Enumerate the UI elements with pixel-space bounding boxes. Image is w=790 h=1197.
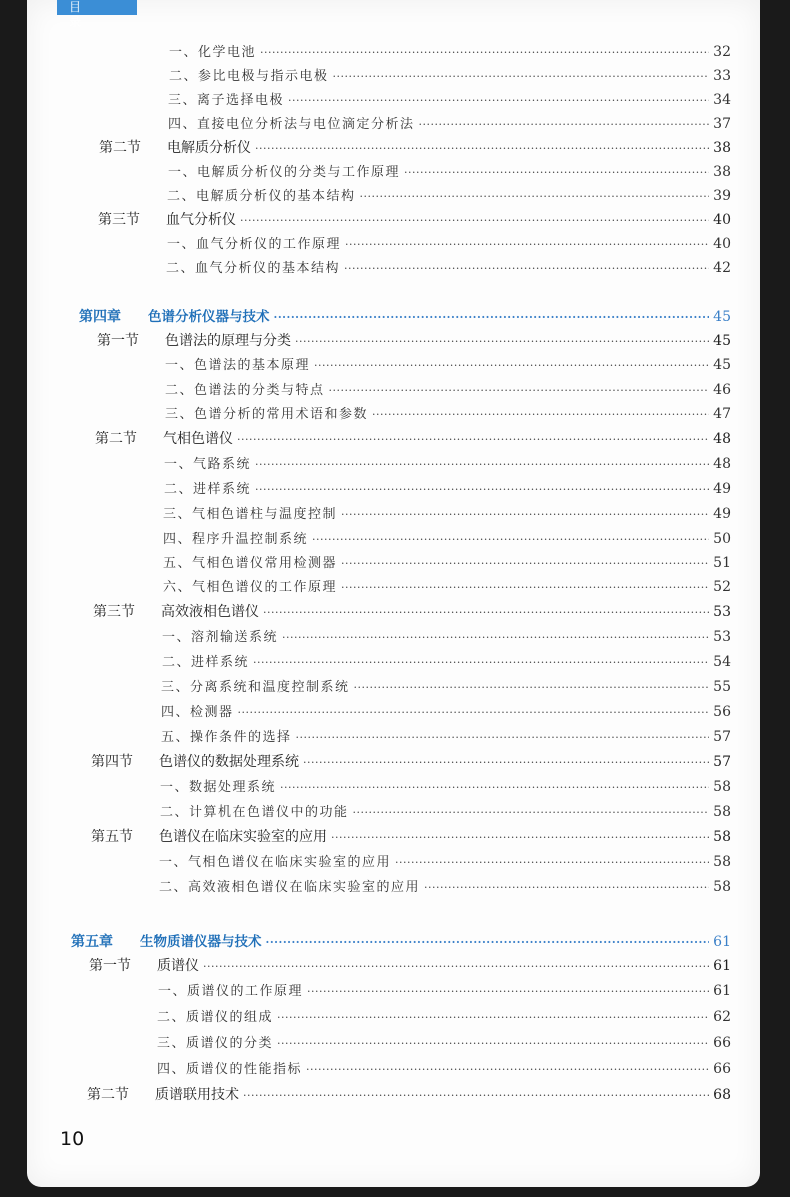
toc-item-row[interactable] <box>164 478 731 497</box>
toc-page-number: 50 <box>713 531 731 547</box>
dot-leader <box>333 70 710 83</box>
section-number: 第二节 <box>99 140 141 156</box>
dot-leader <box>312 533 709 546</box>
toc-page-number: 49 <box>713 481 731 497</box>
toc-item-row[interactable] <box>163 552 731 571</box>
dot-leader <box>329 384 710 397</box>
toc-item-row[interactable] <box>161 726 731 745</box>
dot-leader <box>341 508 709 521</box>
section-number: 第五节 <box>91 829 133 845</box>
toc-item-row[interactable] <box>159 851 731 870</box>
toc-item-row[interactable] <box>168 113 731 132</box>
toc-entry-title: 色谱仪的数据处理系统 <box>159 754 299 770</box>
dot-leader <box>395 856 709 869</box>
toc-page-number: 53 <box>713 604 731 620</box>
book-page <box>27 0 760 1187</box>
dot-leader <box>419 118 710 131</box>
toc-page-number: 38 <box>713 140 731 156</box>
toc-entry-title: 四、直接电位分析法与电位滴定分析法 <box>168 117 415 132</box>
toc-page-number: 52 <box>713 579 731 595</box>
toc-item-row[interactable] <box>158 980 731 999</box>
toc-entry-title: 二、电解质分析仪的基本结构 <box>167 189 356 204</box>
dot-leader <box>306 1063 709 1076</box>
dot-leader <box>344 262 709 275</box>
toc-entry-title: 质谱仪 <box>157 958 199 974</box>
toc-item-row[interactable] <box>164 453 731 472</box>
toc-page-number: 38 <box>713 164 731 180</box>
dot-leader <box>277 1011 709 1024</box>
toc-page-number: 46 <box>713 382 731 398</box>
toc-entry-title: 五、操作条件的选择 <box>161 730 292 745</box>
toc-entry-title: 二、参比电极与指示电极 <box>169 69 329 84</box>
dot-leader <box>404 166 709 179</box>
toc-item-row[interactable] <box>168 89 731 108</box>
toc-page-number: 53 <box>713 629 731 645</box>
dot-leader <box>372 408 709 421</box>
toc-page-number: 66 <box>713 1061 731 1077</box>
dot-leader <box>253 656 709 669</box>
toc-item-row[interactable] <box>163 576 731 595</box>
toc-entry-title: 二、色谱法的分类与特点 <box>165 383 325 398</box>
toc-item-row[interactable] <box>157 1006 731 1025</box>
toc-page-number: 57 <box>713 754 731 770</box>
dot-leader <box>341 557 709 570</box>
toc-page-number: 51 <box>713 555 731 571</box>
toc-entry-title: 气相色谱仪 <box>163 431 233 447</box>
dot-leader <box>314 359 709 372</box>
toc-section-row[interactable] <box>97 330 731 350</box>
toc-entry-title: 一、气路系统 <box>164 457 252 472</box>
toc-page-number: 33 <box>713 68 731 84</box>
toc-entry-title: 六、气相色谱仪的工作原理 <box>163 580 338 595</box>
toc-section-row[interactable] <box>99 137 731 157</box>
chapter-number: 第五章 <box>71 934 113 950</box>
toc-page-number: 32 <box>713 44 731 60</box>
toc-item-row[interactable] <box>168 161 731 180</box>
toc-entry-title: 五、气相色谱仪常用检测器 <box>163 556 338 571</box>
dot-leader <box>260 46 709 59</box>
toc-page-number: 39 <box>713 188 731 204</box>
toc-page-number: 45 <box>713 309 731 325</box>
toc-entry-title: 三、色谱分析的常用术语和参数 <box>165 407 369 422</box>
toc-page-number: 61 <box>713 934 731 950</box>
toc-page-number: 58 <box>713 879 731 895</box>
toc-item-row[interactable] <box>159 876 731 895</box>
toc-entry-title: 三、质谱仪的分类 <box>157 1036 274 1051</box>
toc-entry-title: 二、进样系统 <box>164 482 252 497</box>
section-number: 第三节 <box>98 212 140 228</box>
dot-leader <box>277 1037 709 1050</box>
dot-leader <box>203 960 709 973</box>
toc-item-row[interactable] <box>162 651 731 670</box>
toc-item-row[interactable] <box>160 801 731 820</box>
toc-item-row[interactable] <box>157 1058 731 1077</box>
toc-item-row[interactable] <box>157 1032 731 1051</box>
toc-page-number: 34 <box>713 92 731 108</box>
toc-entry-title: 一、化学电池 <box>169 45 257 60</box>
toc-section-row[interactable] <box>98 209 731 229</box>
toc-item-row[interactable] <box>162 626 731 645</box>
toc-page-number: 58 <box>713 854 731 870</box>
dot-leader <box>255 483 709 496</box>
toc-entry-title: 一、气相色谱仪在临床实验室的应用 <box>159 855 392 870</box>
toc-entry-title: 二、进样系统 <box>162 655 250 670</box>
dot-leader <box>360 190 710 203</box>
toc-item-row[interactable] <box>165 354 731 373</box>
toc-item-row[interactable] <box>167 185 731 204</box>
toc-entry-title: 生物质谱仪器与技术 <box>140 934 262 950</box>
toc-entry-title: 色谱分析仪器与技术 <box>148 309 270 325</box>
toc-entry-title: 一、电解质分析仪的分类与工作原理 <box>168 165 401 180</box>
toc-section-row[interactable] <box>91 751 731 771</box>
toc-section-row[interactable] <box>95 428 731 448</box>
toc-section-row[interactable] <box>89 955 731 975</box>
toc-page-number: 54 <box>713 654 731 670</box>
page-number: 10 <box>60 1128 85 1150</box>
toc-section-row[interactable] <box>91 826 731 846</box>
toc-page-number: 57 <box>713 729 731 745</box>
toc-page-number: 61 <box>713 958 731 974</box>
toc-page-number: 45 <box>713 333 731 349</box>
toc-page-number: 68 <box>713 1087 731 1103</box>
dot-leader <box>303 756 709 769</box>
toc-page-number: 62 <box>713 1009 731 1025</box>
toc-item-row[interactable] <box>166 257 731 276</box>
dot-leader <box>238 706 710 719</box>
toc-section-row[interactable] <box>87 1084 731 1104</box>
dot-leader <box>282 631 709 644</box>
toc-item-row[interactable] <box>163 503 731 522</box>
toc-entry-title: 四、检测器 <box>161 705 234 720</box>
toc-page-number: 56 <box>713 704 731 720</box>
toc-page-number: 47 <box>713 406 731 422</box>
toc-item-row[interactable] <box>169 41 731 60</box>
toc-page-number: 45 <box>713 357 731 373</box>
toc-entry-title: 一、色谱法的基本原理 <box>165 358 311 373</box>
section-number: 第二节 <box>87 1087 129 1103</box>
toc-entry-title: 三、气相色谱柱与温度控制 <box>163 507 338 522</box>
toc-page-number: 40 <box>713 212 731 228</box>
toc-entry-title: 三、离子选择电极 <box>168 93 285 108</box>
toc-entry-title: 高效液相色谱仪 <box>161 604 259 620</box>
toc-entry-title: 一、溶剂输送系统 <box>162 630 279 645</box>
toc-item-row[interactable] <box>161 701 731 720</box>
toc-chapter-row[interactable] <box>79 305 731 326</box>
dot-leader <box>255 458 709 471</box>
toc-item-row[interactable] <box>163 528 731 547</box>
section-number: 第二节 <box>95 431 137 447</box>
section-number: 第三节 <box>93 604 135 620</box>
toc-page-number: 40 <box>713 236 731 252</box>
toc-entry-title: 色谱法的原理与分类 <box>165 333 291 349</box>
dot-leader <box>280 781 709 794</box>
section-number: 第一节 <box>97 333 139 349</box>
toc-entry-title: 三、分离系统和温度控制系统 <box>161 680 350 695</box>
toc-item-row[interactable] <box>169 65 731 84</box>
toc-page-number: 61 <box>713 983 731 999</box>
chapter-number: 第四章 <box>79 309 121 325</box>
toc-page-number: 49 <box>713 506 731 522</box>
toc-section-row[interactable] <box>93 601 731 621</box>
toc-header-tab: 目 录 <box>57 0 137 15</box>
toc-entry-title: 一、血气分析仪的工作原理 <box>167 237 342 252</box>
section-number: 第一节 <box>89 958 131 974</box>
toc-entry-title: 二、血气分析仪的基本结构 <box>166 261 341 276</box>
dot-leader <box>354 681 710 694</box>
toc-entry-title: 一、数据处理系统 <box>160 780 277 795</box>
toc-entry-title: 电解质分析仪 <box>167 140 251 156</box>
dot-leader <box>263 606 709 619</box>
dot-leader <box>296 731 710 744</box>
toc-item-row[interactable] <box>161 676 731 695</box>
section-number: 第四节 <box>91 754 133 770</box>
dot-leader <box>331 831 709 844</box>
toc-entry-title: 四、质谱仪的性能指标 <box>157 1062 303 1077</box>
toc-chapter-row[interactable] <box>71 930 731 951</box>
toc-page-number: 66 <box>713 1035 731 1051</box>
toc-entry-title: 二、计算机在色谱仪中的功能 <box>160 805 349 820</box>
toc-page-number: 58 <box>713 804 731 820</box>
toc-page-number: 42 <box>713 260 731 276</box>
toc-entry-title: 二、高效液相色谱仪在临床实验室的应用 <box>159 880 421 895</box>
toc-page-number: 58 <box>713 829 731 845</box>
toc-entry-title: 色谱仪在临床实验室的应用 <box>159 829 327 845</box>
dot-leader <box>341 581 709 594</box>
toc-entry-title: 血气分析仪 <box>166 212 236 228</box>
toc-page-number: 48 <box>713 431 731 447</box>
toc-page-number: 48 <box>713 456 731 472</box>
toc-page-number: 37 <box>713 116 731 132</box>
dot-leader <box>288 94 709 107</box>
dot-leader <box>345 238 709 251</box>
toc-item-row[interactable] <box>160 776 731 795</box>
toc-entry-title: 二、质谱仪的组成 <box>157 1010 274 1025</box>
toc-entry-title: 质谱联用技术 <box>155 1087 239 1103</box>
toc-item-row[interactable] <box>165 403 731 422</box>
dot-leader <box>274 311 710 324</box>
toc-page-number: 55 <box>713 679 731 695</box>
dot-leader <box>295 335 709 348</box>
toc-entry-title: 四、程序升温控制系统 <box>163 532 309 547</box>
dot-leader <box>237 433 709 446</box>
dot-leader <box>424 881 709 894</box>
dot-leader <box>255 142 709 155</box>
dot-leader <box>243 1089 709 1102</box>
dot-leader <box>266 936 710 949</box>
dot-leader <box>353 806 710 819</box>
dot-leader <box>307 985 709 998</box>
toc-entry-title: 一、质谱仪的工作原理 <box>158 984 304 999</box>
toc-item-row[interactable] <box>167 233 731 252</box>
dot-leader <box>240 214 709 227</box>
toc-page-number: 58 <box>713 779 731 795</box>
toc-item-row[interactable] <box>165 379 731 398</box>
